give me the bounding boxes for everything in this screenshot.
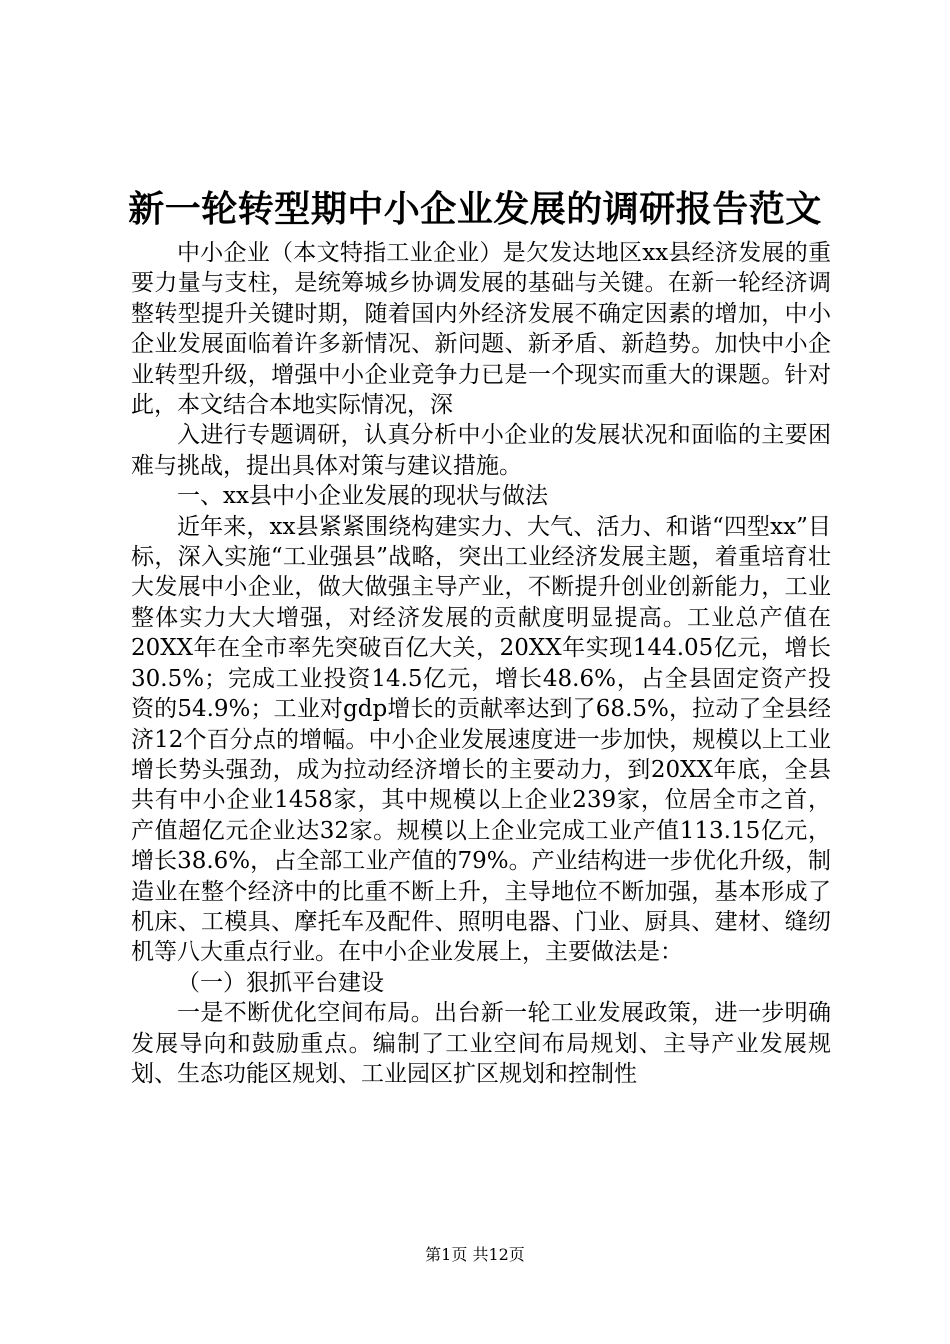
section-heading: 一、xx县中小企业发展的现状与做法 (177, 483, 548, 510)
paragraph-status: 近年来，xx县紧紧围绕构建实力、大气、活力、和谐“四型xx”目标，深入实施“工业强县”战略，突出工业经济发展主题，着重培育壮大发展中小企业，做大做强主导产业，不断提升创业创新能力，工业整体实力大大增强，对经济发展的贡献度明显提高。工业总产值在20XX年在全市率先突破百亿大关，20XX年实现144.05亿元，增长30.5%；完成工业投资14.5亿元，增长48.6%，占全县固定资产投资的54.9%；工业对gdp增长的贡献率达到了68.5%，拉动了全县经济12个百分点的增幅。中小企业发展速度进一步加快，规模以上工业增长势头强劲，成为拉动经济增长的主要动力，到20XX年底，全县共有中小企业1458家，其中规模以上企业239家，位居全市之首，产值超亿元企业达32家。规模以上企业完成工业产值113.15亿元，增长38.6%，占全部工业产值的79%。产业结构进一步优化升级，制造业在整个经济中的比重不断上升，主导地位不断加强，基本形成了机床、工模具、摩托车及配件、照明电器、门业、厨具、建材、缝纫机等八大重点行业。在中小企业发展上，主要做法是： (131, 513, 831, 966)
page-footer: 第1页 共12页 (425, 1245, 525, 1264)
paragraph-intro-continued: 入进行专题调研，认真分析中小企业的发展状况和面临的主要困难与挑战，提出具体对策与建议措施。 (131, 422, 831, 479)
paragraph-intro: 中小企业（本文特指工业企业）是欠发达地区xx县经济发展的重要力量与支柱，是统筹城乡协调发展的基础与关键。在新一轮经济调整转型提升关键时期，随着国内外经济发展不确定因素的增加，中小企业发展面临着许多新情况、新问题、新矛盾、新趋势。加快中小企业转型升级，增强中小企业竞争力已是一个现实而重大的课题。针对此，本文结合本地实际情况，深 (131, 240, 831, 419)
document-body (131, 238, 831, 1089)
paragraph-platform: 一是不断优化空间布局。出台新一轮工业发展政策，进一步明确发展导向和鼓励重点。编制了工业空间布局规划、主导产业发展规划、生态功能区规划、工业园区扩区规划和控制性 (131, 1000, 831, 1087)
document-title: 新一轮转型期中小企业发展的调研报告范文 (128, 188, 822, 230)
subsection-heading: （一）狠抓平台建设 (177, 969, 384, 996)
